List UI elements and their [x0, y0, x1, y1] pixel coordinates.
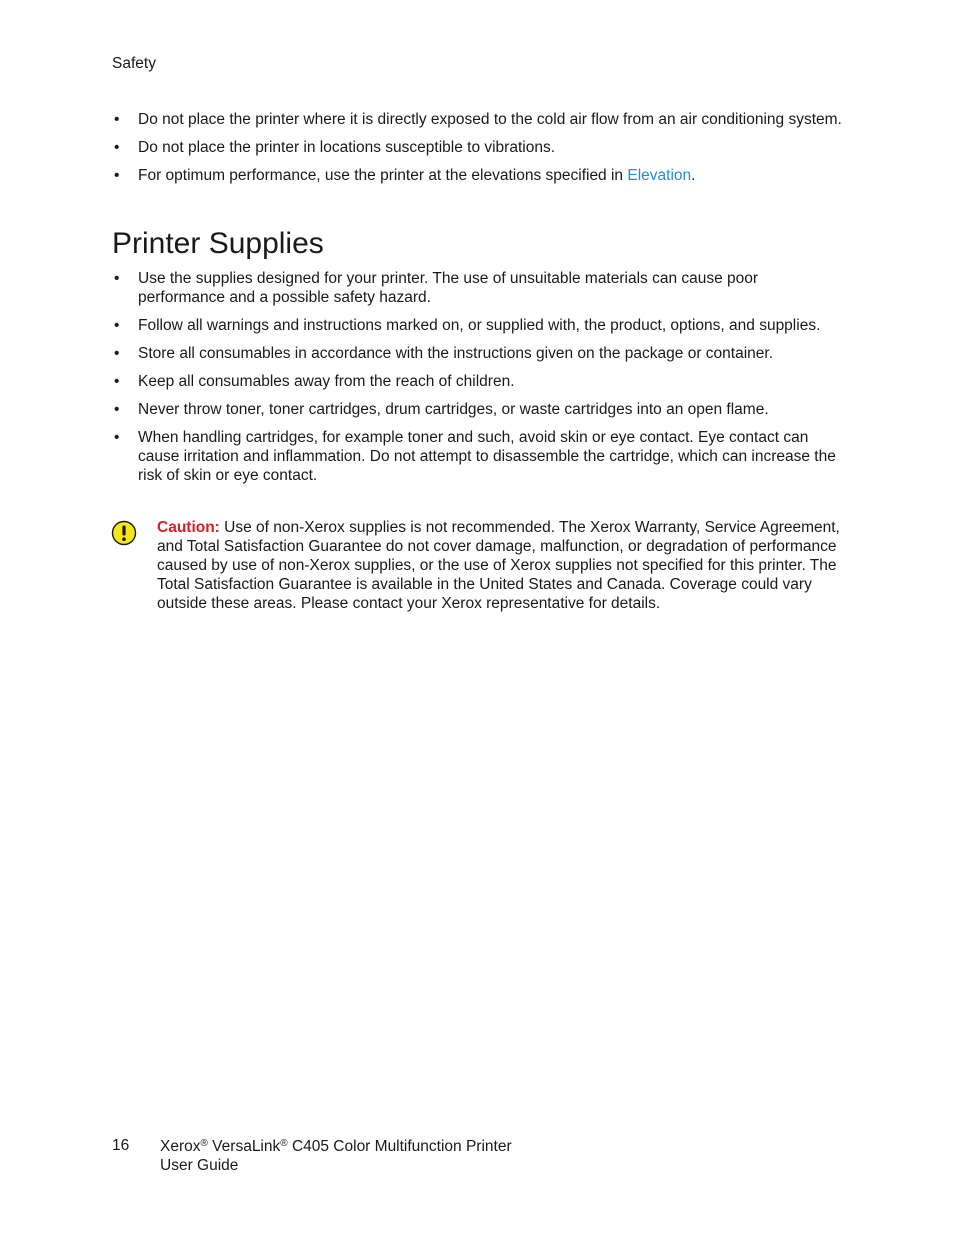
bullet-mark: • [114, 270, 120, 287]
caution-note [157, 518, 847, 613]
footer-product-rest: C405 Color Multifunction Printer [287, 1138, 512, 1155]
bullet-text: When handling cartridges, for example toner and such, avoid skin or eye contact. Eye contact can cause irritation and inflammation. Do not attempt to disassemble the cartridge, which can increase the risk of skin or eye contact. [138, 429, 836, 484]
bullet-mark: • [114, 345, 120, 362]
bullet-text: Never throw toner, toner cartridges, drum cartridges, or waste cartridges into an open flame. [138, 401, 769, 418]
list-item [112, 110, 842, 129]
bullet-text: Use the supplies designed for your printer. The use of unsuitable materials can cause poor performance and a possible safety hazard. [138, 270, 759, 306]
footer-product-info [160, 1137, 512, 1175]
list-item [112, 428, 842, 485]
bullet-mark: • [114, 167, 120, 184]
bullet-mark: • [114, 373, 120, 390]
list-item [112, 344, 842, 363]
bullet-text: Keep all consumables away from the reach of children. [138, 373, 515, 390]
bullet-mark: • [114, 111, 120, 128]
bullet-text-after-link: . [691, 167, 696, 184]
footer-product-line [160, 1137, 512, 1156]
page-number: 16 [112, 1137, 130, 1154]
supplies-bullet-list [112, 269, 842, 494]
bullet-mark: • [114, 317, 120, 334]
bullet-text-before-link: For optimum performance, use the printer at the elevations specified in [138, 167, 628, 184]
environment-bullet-list [112, 110, 842, 194]
caution-exclamation-icon [111, 520, 137, 546]
bullet-mark: • [114, 139, 120, 156]
footer-doc-type: User Guide [160, 1157, 239, 1174]
list-item [112, 166, 842, 185]
list-item [112, 372, 842, 391]
footer-product-name: VersaLink [207, 1138, 281, 1155]
footer-brand: Xerox [160, 1138, 201, 1155]
list-item [112, 316, 842, 335]
list-item [112, 400, 842, 419]
registered-mark: ® [200, 1138, 208, 1149]
bullet-text: Follow all warnings and instructions marked on, or supplied with, the product, options, and supplies. [138, 317, 821, 334]
elevation-link[interactable]: Elevation [627, 167, 692, 184]
bullet-text: Do not place the printer where it is directly exposed to the cold air flow from an air conditioning system. [138, 111, 842, 128]
bullet-mark: • [114, 429, 120, 446]
bullet-mark: • [114, 401, 120, 418]
list-item [112, 138, 842, 157]
running-header [112, 54, 156, 74]
list-item [112, 269, 842, 307]
header-section-title: Safety [112, 55, 156, 72]
caution-text: Use of non-Xerox supplies is not recommended. The Xerox Warranty, Service Agreement, and Total Satisfaction Guarantee do not cover damage, malfunction, or degradation of performance caused by use of non-Xerox supplies, or the use of Xerox supplies not specified for this printer. The Total Satisfaction Guarantee is available in the United States and Canada. Coverage could vary outside these areas. Please contact your Xerox representative for details. [157, 519, 840, 612]
section-heading: Printer Supplies [112, 227, 324, 260]
bullet-text: Do not place the printer in locations susceptible to vibrations. [138, 139, 556, 156]
bullet-text: Store all consumables in accordance with the instructions given on the package or container. [138, 345, 774, 362]
caution-label: Caution: [157, 519, 220, 536]
registered-mark: ® [280, 1138, 288, 1149]
